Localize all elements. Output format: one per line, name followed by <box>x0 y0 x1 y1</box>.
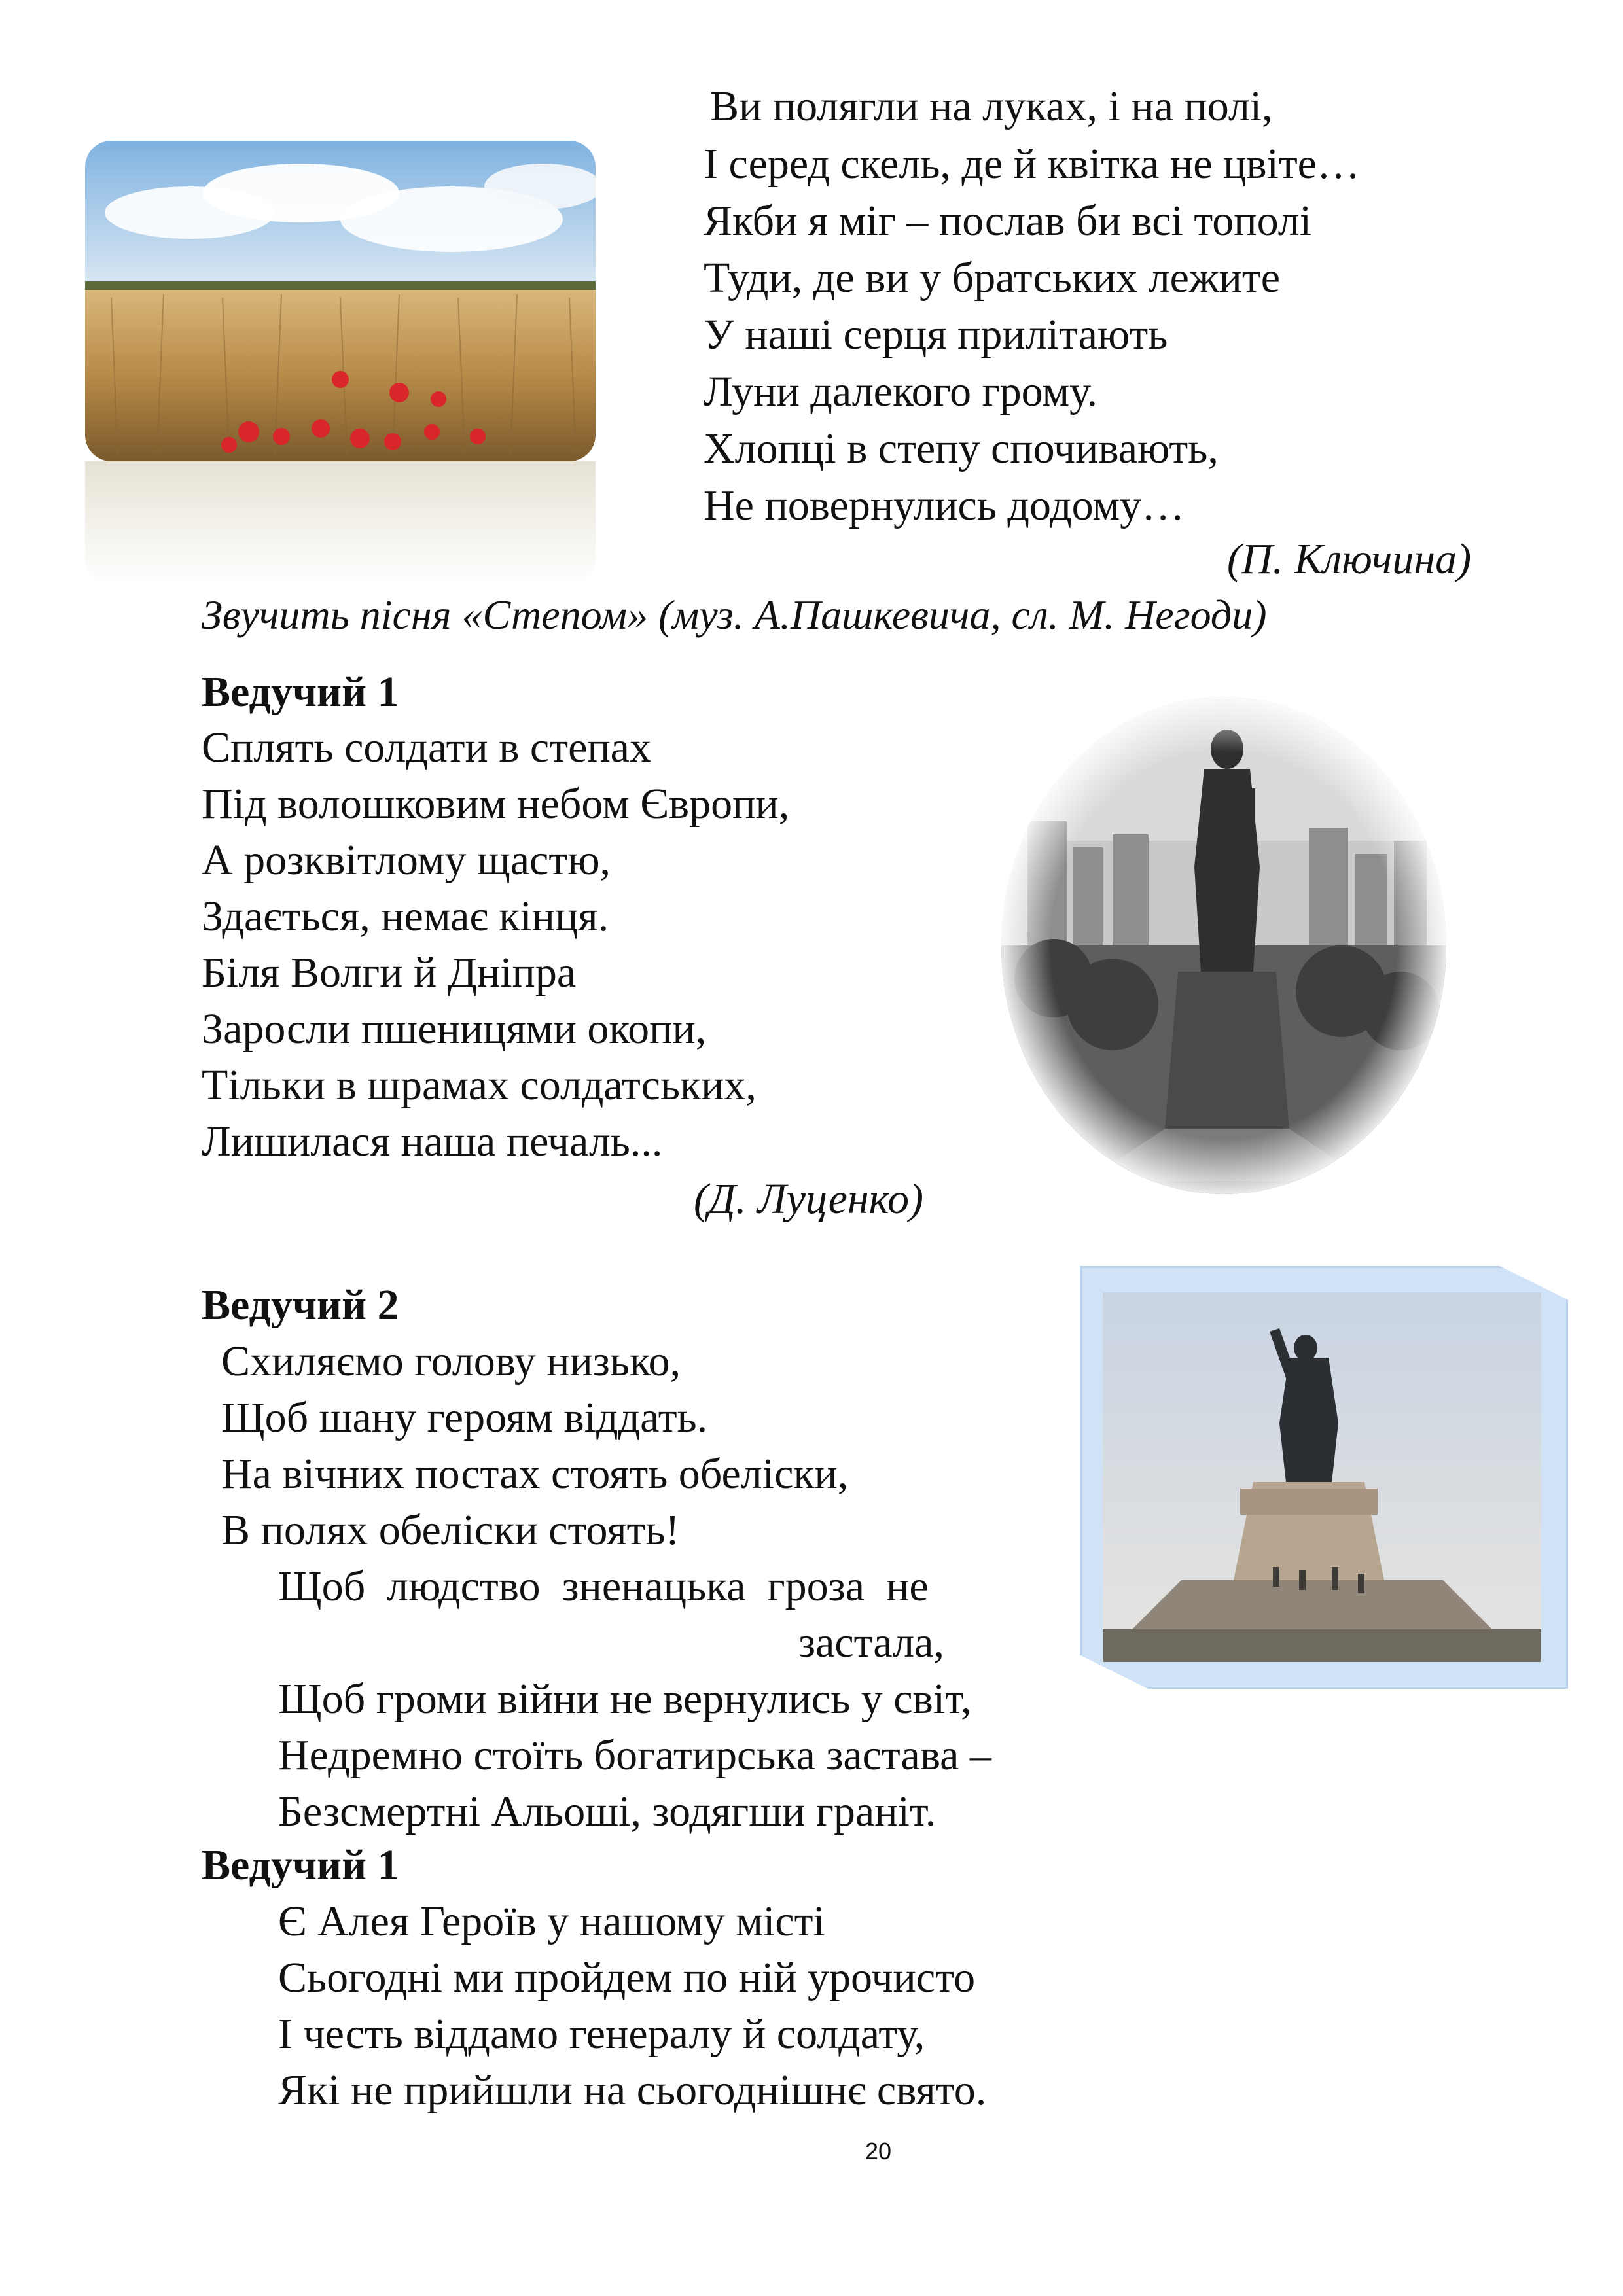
poem-line: Під волошковим небом Європи, <box>202 780 790 828</box>
poem-line: А розквітлому щастю, <box>202 836 611 884</box>
poem-line: Заросли пшеницями окопи, <box>202 1005 707 1053</box>
poem-line: Сьогодні ми пройдем по ній урочисто <box>278 1954 976 2002</box>
poem-author: (П. Ключина) <box>1227 535 1472 583</box>
poem-line: В полях обеліски стоять! <box>221 1506 680 1554</box>
oval-vignette <box>1001 697 1446 1194</box>
poem-line: І серед скель, де й квітка не цвіте… <box>704 140 1360 188</box>
poem-line: У наші серця прилітають <box>704 311 1168 359</box>
poem-line: Схиляємо голову низько, <box>221 1337 681 1385</box>
poem-line: Туди, де ви у братських лежите <box>704 254 1281 302</box>
poem-line: Здається, немає кінця. <box>202 892 609 940</box>
speaker-label: Ведучий 1 <box>202 668 399 716</box>
speaker-label: Ведучий 2 <box>202 1281 399 1329</box>
poem-line: Якби я міг – послав би всі тополі <box>704 197 1312 245</box>
poem-line: Хлопці в степу спочивають, <box>704 425 1219 472</box>
poem-line: Є Алея Героїв у нашому місті <box>278 1898 825 1945</box>
poem-line: Щоб шану героям віддать. <box>221 1394 708 1441</box>
poem-line: Щоб громи війни не вернулись у світ, <box>278 1675 972 1723</box>
poem-line: застала, <box>798 1619 944 1667</box>
speaker-label: Ведучий 1 <box>202 1841 399 1889</box>
poem-line: Біля Волги й Дніпра <box>202 949 577 997</box>
poem-line: Ви полягли на луках, і на полі, <box>710 82 1273 130</box>
poem-line: І честь віддамо генералу й солдату, <box>278 2010 925 2058</box>
memorial-monument-image <box>1103 1292 1541 1662</box>
poem-line: Недремно стоїть богатирська застава – <box>278 1731 991 1779</box>
poem-author: (Д. Луценко) <box>694 1175 923 1223</box>
poem-line: Сплять солдати в степах <box>202 724 651 771</box>
poem-line: Які не прийшли на сьогоднішнє свято. <box>278 2066 987 2114</box>
wheat-field-poppies-image <box>85 141 596 461</box>
poem-line: Не повернулись додому… <box>704 482 1185 529</box>
poem-line: Безсмертні Альоші, зодягши граніт. <box>278 1788 936 1835</box>
poem-line: Тільки в шрамах солдатських, <box>202 1061 757 1109</box>
image-reflection <box>85 461 596 586</box>
poem-line: Луни далекого грому. <box>704 368 1098 415</box>
song-note: Звучить пісня «Степом» (муз. А.Пашкевича, сл. М. Негоди) <box>202 592 1267 638</box>
poem-line: Щоб людство зненацька гроза не <box>278 1563 929 1610</box>
page-number: 20 <box>865 2138 892 2164</box>
poem-line: На вічних постах стоять обеліски, <box>221 1450 849 1498</box>
poem-line: Лишилася наша печаль... <box>202 1118 663 1165</box>
